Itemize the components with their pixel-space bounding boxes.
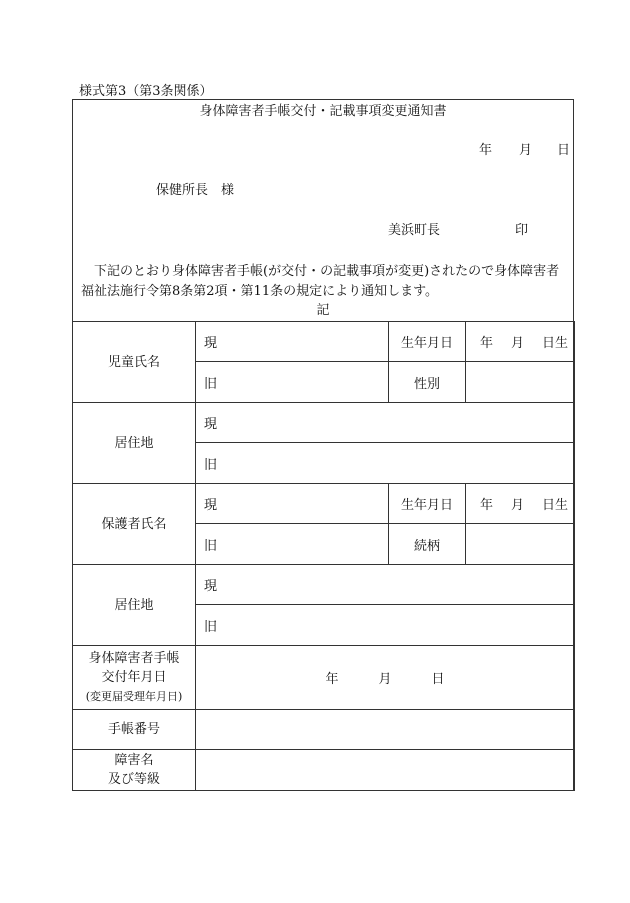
birth-year: 年 [479,498,493,513]
disability-label-line1: 障害名 [114,753,154,768]
guardian-birthdate-field[interactable] [466,484,575,524]
birth-month: 月 [510,498,524,513]
issue-date-field[interactable] [196,646,575,710]
handbook-number-label: 手帳番号 [73,710,196,750]
seal-mark: 印 [515,223,529,238]
guardian-current-row [73,484,575,524]
issue-date-row [73,646,575,710]
relationship-label: 続柄 [389,524,466,565]
disability-label [73,750,196,791]
guardian-residence-former-field[interactable] [196,605,575,646]
child-birthdate-field[interactable] [466,322,575,362]
disability-row [73,750,575,791]
sex-label: 性別 [389,362,466,403]
guardian-name-label: 保護者氏名 [73,484,196,565]
birthdate-label: 生年月日 [389,484,466,524]
issue-date-label [73,646,196,710]
birth-day: 日生 [541,498,568,513]
birth-day: 日生 [541,336,568,351]
guardian-name-current-field[interactable] [196,484,389,524]
disability-field[interactable] [196,750,575,791]
birthdate-label: 生年月日 [389,322,466,362]
ki-heading: 記 [316,303,330,318]
issue-year: 年 [325,672,339,687]
form-number-label: 様式第3（第3条関係） [79,84,213,99]
guardian-residence-current-row [73,565,575,605]
form-title: 身体障害者手帳交付・記載事項変更通知書 [199,104,447,119]
former-marker: 旧 [204,376,218,392]
issue-month: 月 [378,672,392,687]
child-name-current-field[interactable] [196,322,389,362]
issue-day: 日 [431,672,445,687]
date-year: 年 [479,143,493,158]
notification-form [72,99,574,791]
disability-label-line2: 及び等級 [107,772,160,787]
child-residence-former-field[interactable] [196,443,575,484]
date-day: 日 [557,143,571,158]
child-name-label: 児童氏名 [73,322,196,403]
addressee: 保健所長 様 [156,183,235,198]
notice-body-text: 下記のとおり身体障害者手帳(が交付・の記載事項が変更)されたので身体障害者福祉法施行令第8条第2項・第11条の規定により通知します。 [81,264,560,299]
birth-year: 年 [479,336,493,351]
former-marker: 旧 [204,619,218,635]
issue-date-label-line2: 交付年月日 [101,670,167,685]
sex-field[interactable] [466,362,575,403]
child-residence-current-row [73,403,575,443]
handbook-number-field[interactable] [196,710,575,750]
child-current-row [73,322,575,362]
issue-date-label-line1: 身体障害者手帳 [88,651,180,666]
sender-name: 美浜町長 [388,223,441,238]
current-marker: 現 [204,336,218,351]
details-table [72,321,575,791]
child-name-former-field[interactable] [196,362,389,403]
issue-date-label-line3: (変更届受理年月日) [85,690,183,703]
current-marker: 現 [204,498,218,513]
relationship-field[interactable] [466,524,575,565]
handbook-number-row [73,710,575,750]
birth-month: 月 [510,336,524,351]
date-month: 月 [519,143,533,158]
child-residence-current-field[interactable] [196,403,575,443]
former-marker: 旧 [204,457,218,473]
current-marker: 現 [204,579,218,594]
guardian-residence-label: 居住地 [73,565,196,646]
guardian-residence-current-field[interactable] [196,565,575,605]
current-marker: 現 [204,417,218,432]
guardian-name-former-field[interactable] [196,524,389,565]
former-marker: 旧 [204,538,218,554]
child-residence-label: 居住地 [73,403,196,484]
